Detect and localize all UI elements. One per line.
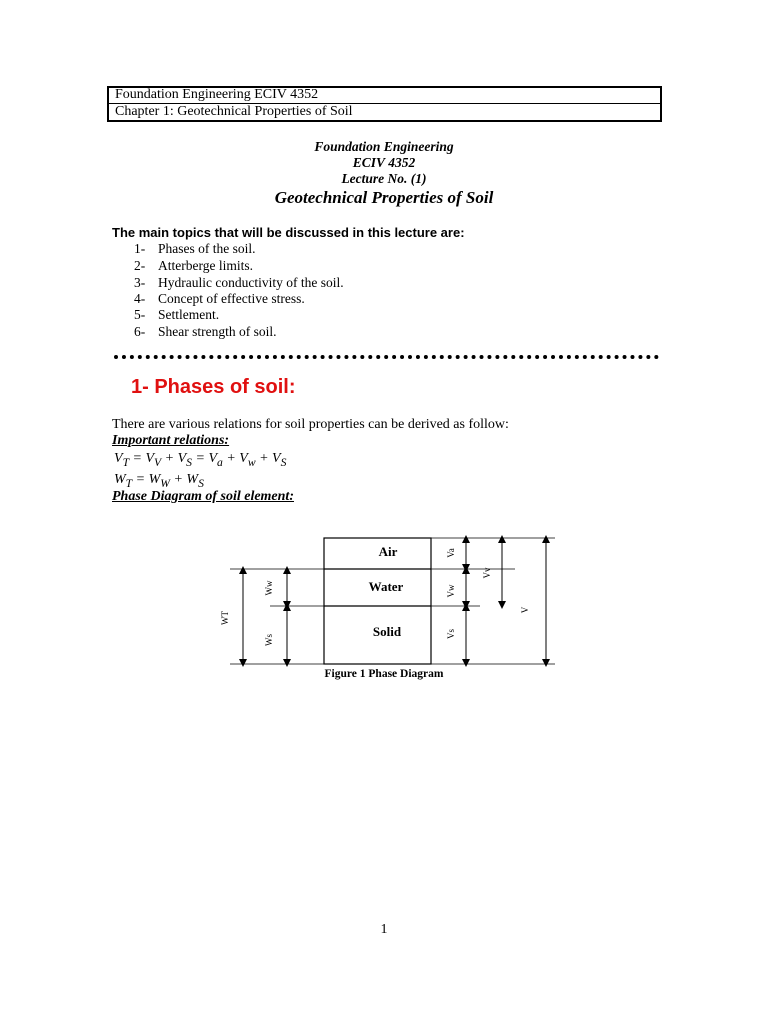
list-item: 3- Hydraulic conductivity of the soil.: [134, 275, 344, 290]
important-relations-label: Important relations:: [112, 433, 230, 448]
air-label: Air: [378, 544, 398, 559]
title-course-code: ECIV 4352: [352, 155, 416, 170]
relations-intro: There are various relations for soil properties can be derived as follow:: [112, 417, 509, 432]
list-item: 1- Phases of the soil.: [134, 241, 256, 256]
water-label: Water: [368, 579, 404, 594]
list-item: 2- Atterberge limits.: [134, 258, 253, 273]
vw-label: Vw: [446, 584, 456, 598]
ww-label: Ww: [264, 580, 274, 596]
title-course-name: Foundation Engineering: [314, 139, 454, 154]
phase-box: [324, 538, 431, 664]
list-item: 4- Concept of effective stress.: [134, 291, 305, 306]
section-divider: [114, 355, 659, 359]
phase-diagram-label: Phase Diagram of soil element:: [112, 489, 294, 504]
ws-label: Ws: [264, 634, 274, 646]
wt-label: WT: [220, 611, 230, 625]
va-label: Va: [446, 548, 456, 558]
header-chapter: Chapter 1: Geotechnical Properties of Soil: [115, 104, 353, 119]
v-label: V: [520, 606, 530, 614]
vv-label: Vv: [482, 567, 492, 579]
vs-label: Vs: [446, 628, 456, 640]
page-title: Geotechnical Properties of Soil: [274, 188, 494, 207]
volume-equation: $V_T = V_V + V_S = V_a + V_w + V_S$: [114, 451, 287, 469]
topics-intro: The main topics that will be discussed in this lecture are:: [112, 225, 465, 240]
figure-caption: Figure 1 Phase Diagram: [324, 668, 444, 680]
section-heading: 1- Phases of soil:: [131, 376, 296, 398]
document-header: [107, 86, 662, 122]
list-item: 6- Shear strength of soil.: [134, 324, 277, 339]
header-course: Foundation Engineering ECIV 4352: [115, 87, 319, 102]
weight-equation: $W_T = W_W + W_S$: [114, 472, 204, 490]
list-item: 5- Settlement.: [134, 307, 220, 322]
title-lecture-number: Lecture No. (1): [341, 171, 427, 186]
page-number: 1: [380, 922, 388, 937]
solid-label: Solid: [372, 624, 402, 639]
phase-diagram: [210, 530, 570, 670]
